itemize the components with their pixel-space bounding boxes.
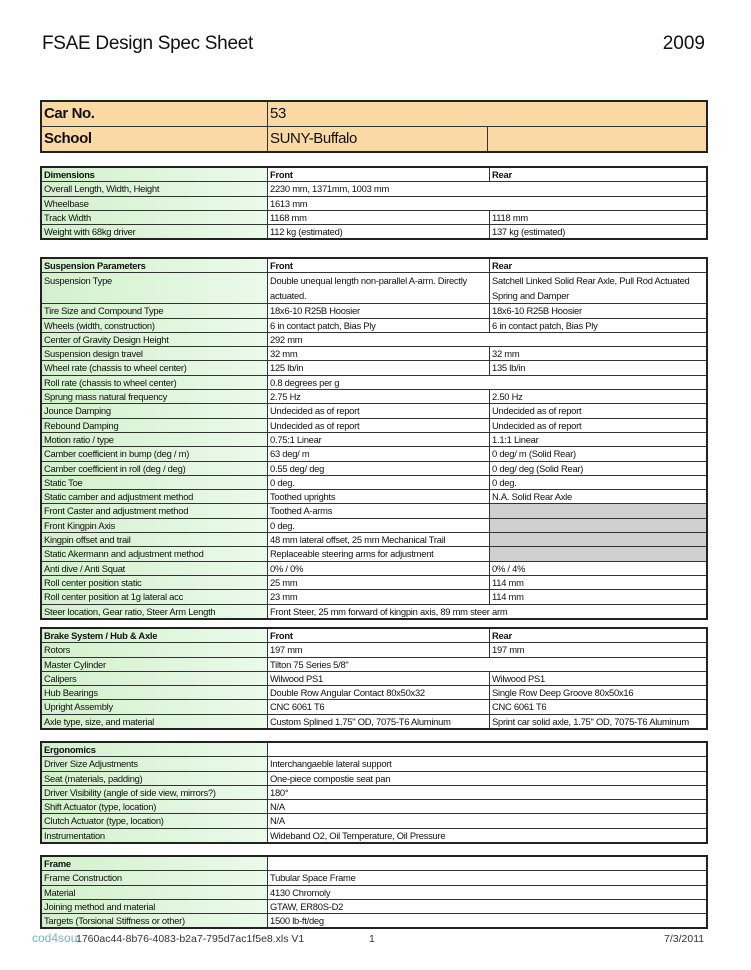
table-row — [41, 304, 707, 318]
school-value: SUNY-Buffalo — [268, 127, 488, 153]
row-label: Overall Length, Width, Height — [41, 182, 268, 196]
front-value: 0 deg. — [268, 475, 490, 489]
column-header-rear: Rear — [490, 628, 708, 643]
section-ergonomics — [40, 741, 708, 844]
rear-value-na — [490, 504, 708, 518]
table-row — [41, 800, 707, 814]
table-row — [41, 714, 707, 729]
section-header-row — [41, 628, 707, 643]
table-row — [41, 785, 707, 799]
table-row — [41, 332, 707, 346]
front-value: 0% / 0% — [268, 561, 490, 575]
row-label: Targets (Torsional Stiffness or other) — [41, 914, 268, 929]
table-row — [41, 196, 707, 210]
front-value: Wideband O2, Oil Temperature, Oil Pressure — [268, 828, 708, 843]
row-label: Wheel rate (chassis to wheel center) — [41, 361, 268, 375]
row-label: Master Cylinder — [41, 657, 268, 671]
table-row — [41, 490, 707, 504]
column-header-front: Front — [268, 258, 490, 273]
front-value: 1168 mm — [268, 210, 490, 224]
front-value: Wilwood PS1 — [268, 671, 490, 685]
rear-value: CNC 6061 T6 — [490, 700, 708, 714]
row-label: Roll rate (chassis to wheel center) — [41, 375, 268, 389]
school-extra — [487, 127, 707, 153]
car-info-table — [40, 100, 708, 153]
table-row — [41, 375, 707, 389]
table-row — [41, 447, 707, 461]
rear-value: Sprint car solid axle, 1.75" OD, 7075-T6 Aluminum — [490, 714, 708, 729]
rear-value: 1.1:1 Linear — [490, 432, 708, 446]
front-value: Tilton 75 Series 5/8" — [268, 657, 708, 671]
front-value: 112 kg (estimated) — [268, 225, 490, 240]
row-label: Track Width — [41, 210, 268, 224]
section-frame — [40, 855, 708, 929]
rear-value: 0 deg. — [490, 475, 708, 489]
section-suspension-parameters — [40, 257, 708, 620]
front-value: Toothed A-arms — [268, 504, 490, 518]
row-label: Suspension Type — [41, 273, 268, 304]
row-label: Wheels (width, construction) — [41, 318, 268, 332]
front-value: 25 mm — [268, 575, 490, 589]
table-row — [41, 273, 707, 304]
table-row — [41, 390, 707, 404]
column-header-rear: Rear — [490, 258, 708, 273]
row-label: Static Toe — [41, 475, 268, 489]
row-label: Clutch Actuator (type, location) — [41, 814, 268, 828]
row-label: Roll center position static — [41, 575, 268, 589]
row-label: Front Kingpin Axis — [41, 518, 268, 532]
footer-filename: 1760ac44-8b76-4083-b2a7-795d7ac1f5e8.xls V1 — [76, 933, 305, 945]
table-row — [41, 318, 707, 332]
table-row — [41, 671, 707, 685]
table-row — [41, 418, 707, 432]
table-row — [41, 604, 707, 619]
section-header-row — [41, 856, 707, 871]
table-row — [41, 518, 707, 532]
section-title: Suspension Parameters — [41, 258, 268, 273]
row-label: Wheelbase — [41, 196, 268, 210]
row-label: Frame Construction — [41, 871, 268, 885]
car-no-value: 53 — [268, 101, 708, 127]
section-title: Ergonomics — [41, 742, 268, 757]
table-row — [41, 533, 707, 547]
section-brake-system-hub-axle — [40, 627, 708, 730]
row-label: Seat (materials, padding) — [41, 771, 268, 785]
rear-value: Satchell Linked Solid Rear Axle, Pull Rod Actuated Spring and Damper — [490, 273, 708, 304]
row-label: Rebound Damping — [41, 418, 268, 432]
table-row — [41, 475, 707, 489]
front-value: 1500 lb-ft/deg — [268, 914, 708, 929]
table-row — [41, 575, 707, 589]
table-row — [41, 814, 707, 828]
page-title: FSAE Design Spec Sheet — [42, 33, 253, 54]
table-row — [41, 828, 707, 843]
table-row — [41, 461, 707, 475]
row-label: Camber coefficient in roll (deg / deg) — [41, 461, 268, 475]
school-row — [41, 127, 707, 153]
section-dimensions — [40, 166, 708, 240]
table-row — [41, 547, 707, 561]
section-header-row — [41, 742, 707, 757]
front-value: 48 mm lateral offset, 25 mm Mechanical Trail — [268, 533, 490, 547]
row-label: Roll center position at 1g lateral acc — [41, 590, 268, 604]
rear-value: 114 mm — [490, 575, 708, 589]
table-row — [41, 347, 707, 361]
front-value: N/A — [268, 800, 708, 814]
table-row — [41, 225, 707, 240]
front-value: GTAW, ER80S-D2 — [268, 899, 708, 913]
front-value: Undecided as of report — [268, 404, 490, 418]
rear-value: 6 in contact patch, Bias Ply — [490, 318, 708, 332]
header-blank — [268, 742, 708, 757]
table-row — [41, 771, 707, 785]
header-blank — [268, 856, 708, 871]
rear-value: 197 mm — [490, 643, 708, 657]
watermark: cod4sou — [32, 931, 78, 945]
front-value: Double Row Angular Contact 80x50x32 — [268, 686, 490, 700]
rear-value: 0% / 4% — [490, 561, 708, 575]
row-label: Sprung mass natural frequency — [41, 390, 268, 404]
front-value: 292 mm — [268, 332, 708, 346]
year: 2009 — [662, 33, 705, 54]
row-label: Tire Size and Compound Type — [41, 304, 268, 318]
front-value: Undecided as of report — [268, 418, 490, 432]
row-label: Driver Visibility (angle of side view, mirrors?) — [41, 785, 268, 799]
row-label: Weight with 68kg driver — [41, 225, 268, 240]
row-label: Joining method and material — [41, 899, 268, 913]
footer-page-number: 1 — [369, 933, 375, 945]
section-title: Brake System / Hub & Axle — [41, 628, 268, 643]
table-row — [41, 210, 707, 224]
table-row — [41, 404, 707, 418]
front-value: 180° — [268, 785, 708, 799]
table-row — [41, 871, 707, 885]
column-header-front: Front — [268, 167, 490, 182]
front-value: One-piece compostie seat pan — [268, 771, 708, 785]
front-value: 0 deg. — [268, 518, 490, 532]
front-value: 18x6-10 R25B Hoosier — [268, 304, 490, 318]
rear-value: Undecided as of report — [490, 418, 708, 432]
row-label: Kingpin offset and trail — [41, 533, 268, 547]
row-label: Static Akermann and adjustment method — [41, 547, 268, 561]
front-value: 0.75:1 Linear — [268, 432, 490, 446]
front-value: 1613 mm — [268, 196, 708, 210]
column-header-rear: Rear — [490, 167, 708, 182]
front-value: 197 mm — [268, 643, 490, 657]
rear-value: 1118 mm — [490, 210, 708, 224]
row-label: Instrumentation — [41, 828, 268, 843]
rear-value: Wilwood PS1 — [490, 671, 708, 685]
front-value: 63 deg/ m — [268, 447, 490, 461]
rear-value: 135 lb/in — [490, 361, 708, 375]
front-value: 32 mm — [268, 347, 490, 361]
row-label: Anti dive / Anti Squat — [41, 561, 268, 575]
table-row — [41, 657, 707, 671]
row-label: Steer location, Gear ratio, Steer Arm Length — [41, 604, 268, 619]
school-label: School — [41, 127, 268, 153]
section-title: Dimensions — [41, 167, 268, 182]
rear-value: 32 mm — [490, 347, 708, 361]
rear-value: Undecided as of report — [490, 404, 708, 418]
table-row — [41, 643, 707, 657]
front-value: 4130 Chromoly — [268, 885, 708, 899]
table-row — [41, 686, 707, 700]
rear-value-na — [490, 533, 708, 547]
table-row — [41, 590, 707, 604]
row-label: Shift Actuator (type, location) — [41, 800, 268, 814]
footer-date: 7/3/2011 — [664, 933, 705, 945]
row-label: Upright Assembly — [41, 700, 268, 714]
section-title: Frame — [41, 856, 268, 871]
row-label: Driver Size Adjustments — [41, 757, 268, 771]
row-label: Rotors — [41, 643, 268, 657]
front-value: Double unequal length non-parallel A-arm. Directly actuated. — [268, 273, 490, 304]
rear-value: 2.50 Hz — [490, 390, 708, 404]
rear-value: 18x6-10 R25B Hoosier — [490, 304, 708, 318]
section-header-row — [41, 258, 707, 273]
table-row — [41, 757, 707, 771]
row-label: Hub Bearings — [41, 686, 268, 700]
rear-value: 114 mm — [490, 590, 708, 604]
table-row — [41, 914, 707, 929]
table-row — [41, 885, 707, 899]
front-value: CNC 6061 T6 — [268, 700, 490, 714]
front-value: 23 mm — [268, 590, 490, 604]
section-header-row — [41, 167, 707, 182]
front-value: Toothed uprights — [268, 490, 490, 504]
row-label: Center of Gravity Design Height — [41, 332, 268, 346]
column-header-front: Front — [268, 628, 490, 643]
front-value: Replaceable steering arms for adjustment — [268, 547, 490, 561]
front-value: 6 in contact patch, Bias Ply — [268, 318, 490, 332]
table-row — [41, 561, 707, 575]
row-label: Static camber and adjustment method — [41, 490, 268, 504]
front-value: 0.8 degrees per g — [268, 375, 708, 389]
front-value: 2230 mm, 1371mm, 1003 mm — [268, 182, 708, 196]
front-value: 125 lb/in — [268, 361, 490, 375]
table-row — [41, 700, 707, 714]
car-no-row — [41, 101, 707, 127]
car-no-label: Car No. — [41, 101, 268, 127]
front-value: Front Steer, 25 mm forward of kingpin axis, 89 mm steer arm — [268, 604, 708, 619]
front-value: Custom Splined 1.75" OD, 7075-T6 Aluminum — [268, 714, 490, 729]
rear-value-na — [490, 518, 708, 532]
front-value: 2.75 Hz — [268, 390, 490, 404]
row-label: Camber coefficient in bump (deg / m) — [41, 447, 268, 461]
row-label: Jounce Damping — [41, 404, 268, 418]
rear-value: 0 deg/ deg (Solid Rear) — [490, 461, 708, 475]
row-label: Axle type, size, and material — [41, 714, 268, 729]
table-row — [41, 899, 707, 913]
table-row — [41, 182, 707, 196]
row-label: Calipers — [41, 671, 268, 685]
rear-value: 0 deg/ m (Solid Rear) — [490, 447, 708, 461]
front-value: N/A — [268, 814, 708, 828]
rear-value: 137 kg (estimated) — [490, 225, 708, 240]
row-label: Front Caster and adjustment method — [41, 504, 268, 518]
rear-value: N.A. Solid Rear Axle — [490, 490, 708, 504]
front-value: 0.55 deg/ deg — [268, 461, 490, 475]
rear-value: Single Row Deep Groove 80x50x16 — [490, 686, 708, 700]
front-value: Interchangaeble lateral support — [268, 757, 708, 771]
row-label: Material — [41, 885, 268, 899]
front-value: Tubular Space Frame — [268, 871, 708, 885]
row-label: Motion ratio / type — [41, 432, 268, 446]
rear-value-na — [490, 547, 708, 561]
row-label: Suspension design travel — [41, 347, 268, 361]
table-row — [41, 504, 707, 518]
table-row — [41, 432, 707, 446]
table-row — [41, 361, 707, 375]
